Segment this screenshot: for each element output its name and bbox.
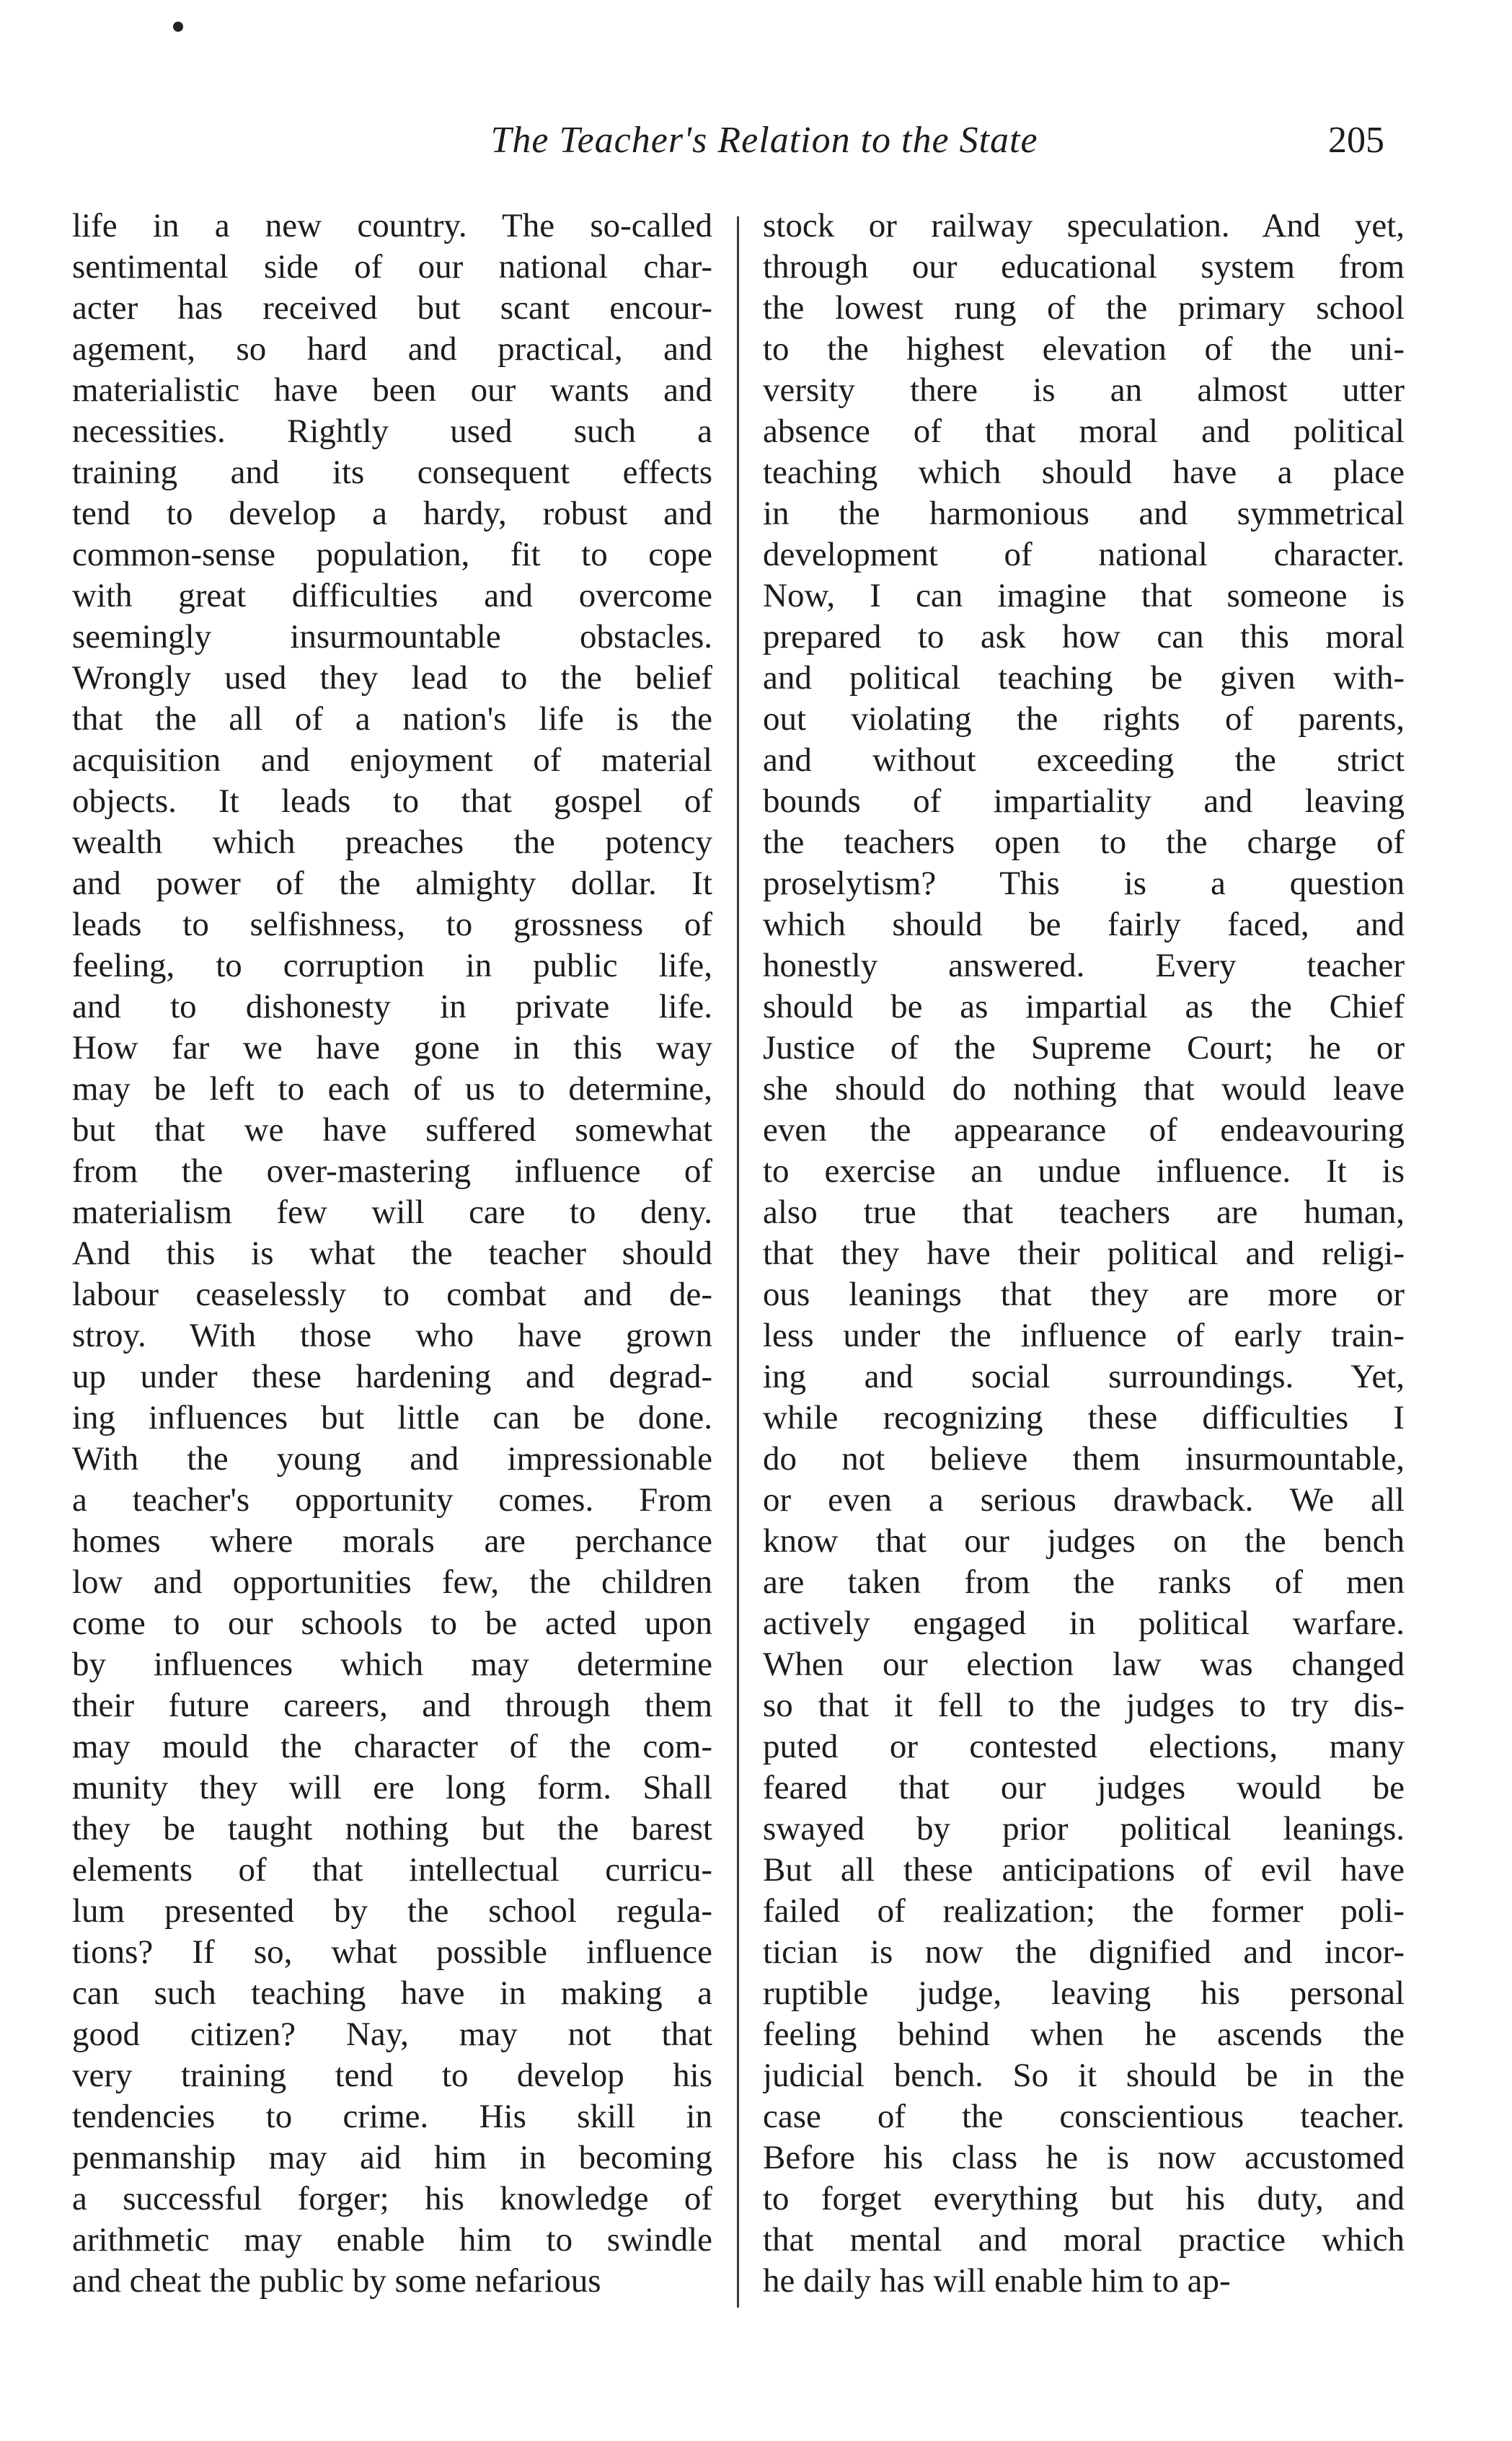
text-line: Justice of the Supreme Court; he or bbox=[763, 1029, 1405, 1067]
text-line: versity there is an almost utter bbox=[763, 371, 1405, 409]
text-line: Before his class he is now accustomed bbox=[763, 2139, 1405, 2176]
text-line: homes where morals are perchance bbox=[72, 1522, 712, 1560]
text-line: can such teaching have in making a bbox=[72, 1974, 712, 2012]
text-line: penmanship may aid him in becoming bbox=[72, 2139, 712, 2176]
column-divider bbox=[737, 216, 739, 2308]
text-line: or even a serious drawback. We all bbox=[763, 1481, 1405, 1519]
text-line: case of the conscientious teacher. bbox=[763, 2098, 1405, 2135]
text-line: may be left to each of us to determine, bbox=[72, 1070, 712, 1108]
text-line: are taken from the ranks of men bbox=[763, 1563, 1405, 1601]
text-line: should be as impartial as the Chief bbox=[763, 988, 1405, 1025]
left-text-column bbox=[72, 206, 712, 2302]
text-line: common-sense population, fit to cope bbox=[72, 536, 712, 573]
text-line: elements of that intellectual curricu- bbox=[72, 1851, 712, 1889]
text-line: lum presented by the school regula- bbox=[72, 1892, 712, 1930]
text-line: up under these hardening and degrad- bbox=[72, 1358, 712, 1395]
text-line: even the appearance of endeavouring bbox=[763, 1111, 1405, 1149]
text-line: proselytism? This is a question bbox=[763, 865, 1405, 902]
text-line: honestly answered. Every teacher bbox=[763, 947, 1405, 984]
text-line: and to dishonesty in private life. bbox=[72, 988, 712, 1025]
text-line: the lowest rung of the primary school bbox=[763, 289, 1405, 327]
text-line: materialistic have been our wants and bbox=[72, 371, 712, 409]
ink-speck bbox=[173, 22, 183, 32]
text-line: less under the influence of early train- bbox=[763, 1317, 1405, 1354]
text-line: development of national character. bbox=[763, 536, 1405, 573]
text-line: tend to develop a hardy, robust and bbox=[72, 495, 712, 532]
text-line: failed of realization; the former poli- bbox=[763, 1892, 1405, 1930]
text-line: she should do nothing that would leave bbox=[763, 1070, 1405, 1108]
text-line: by influences which may determine bbox=[72, 1646, 712, 1683]
text-line: When our election law was changed bbox=[763, 1646, 1405, 1683]
text-line: through our educational system from bbox=[763, 248, 1405, 286]
text-line: sentimental side of our national char- bbox=[72, 248, 712, 286]
text-line: wealth which preaches the potency bbox=[72, 824, 712, 861]
text-line: training and its consequent effects bbox=[72, 454, 712, 491]
text-line: munity they will ere long form. Shall bbox=[72, 1769, 712, 1806]
text-line: stroy. With those who have grown bbox=[72, 1317, 712, 1354]
text-line: a successful forger; his knowledge of bbox=[72, 2180, 712, 2217]
text-line: he daily has will enable him to ap- bbox=[763, 2262, 1231, 2300]
right-text-column bbox=[763, 206, 1405, 2302]
text-line: agement, so hard and practical, and bbox=[72, 330, 712, 368]
text-line: judicial bench. So it should be in the bbox=[763, 2057, 1405, 2094]
text-line: know that our judges on the bench bbox=[763, 1522, 1405, 1560]
running-head-title: The Teacher's Relation to the State bbox=[490, 120, 1038, 161]
text-line: may mould the character of the com- bbox=[72, 1728, 712, 1765]
text-line: Now, I can imagine that someone is bbox=[763, 577, 1405, 614]
text-line: to forget everything but his duty, and bbox=[763, 2180, 1405, 2217]
text-line: and without exceeding the strict bbox=[763, 741, 1405, 779]
text-line: very training tend to develop his bbox=[72, 2057, 712, 2094]
text-line: that the all of a nation's life is the bbox=[72, 700, 712, 738]
text-line: tendencies to crime. His skill in bbox=[72, 2098, 712, 2135]
text-line: seemingly insurmountable obstacles. bbox=[72, 618, 712, 656]
text-line: ing influences but little can be done. bbox=[72, 1399, 712, 1436]
text-line: ruptible judge, leaving his personal bbox=[763, 1974, 1405, 2012]
text-line: ous leanings that they are more or bbox=[763, 1276, 1405, 1313]
text-line: from the over-mastering influence of bbox=[72, 1152, 712, 1190]
text-line: stock or railway speculation. And yet, bbox=[763, 207, 1405, 244]
text-line: they be taught nothing but the barest bbox=[72, 1810, 712, 1848]
text-line: But all these anticipations of evil have bbox=[763, 1851, 1405, 1889]
text-line: also true that teachers are human, bbox=[763, 1193, 1405, 1231]
text-line: life in a new country. The so-called bbox=[72, 207, 712, 244]
text-line: but that we have suffered somewhat bbox=[72, 1111, 712, 1149]
text-line: low and opportunities few, the children bbox=[72, 1563, 712, 1601]
text-line: that mental and moral practice which bbox=[763, 2221, 1405, 2259]
text-line: Wrongly used they lead to the belief bbox=[72, 659, 712, 697]
text-line: necessities. Rightly used such a bbox=[72, 412, 712, 450]
text-line: that they have their political and religi- bbox=[763, 1235, 1405, 1272]
text-line: How far we have gone in this way bbox=[72, 1029, 712, 1067]
text-line: and political teaching be given with- bbox=[763, 659, 1405, 697]
page-number: 205 bbox=[1328, 120, 1384, 161]
text-line: acquisition and enjoyment of material bbox=[72, 741, 712, 779]
text-line: feeling behind when he ascends the bbox=[763, 2016, 1405, 2053]
text-line: leads to selfishness, to grossness of bbox=[72, 906, 712, 943]
text-line: in the harmonious and symmetrical bbox=[763, 495, 1405, 532]
text-line: bounds of impartiality and leaving bbox=[763, 782, 1405, 820]
text-line: so that it fell to the judges to try dis- bbox=[763, 1687, 1405, 1724]
text-line: the teachers open to the charge of bbox=[763, 824, 1405, 861]
text-line: acter has received but scant encour- bbox=[72, 289, 712, 327]
text-line: a teacher's opportunity comes. From bbox=[72, 1481, 712, 1519]
text-line: with great difficulties and overcome bbox=[72, 577, 712, 614]
text-line: And this is what the teacher should bbox=[72, 1235, 712, 1272]
text-line: which should be fairly faced, and bbox=[763, 906, 1405, 943]
text-line: good citizen? Nay, may not that bbox=[72, 2016, 712, 2053]
text-line: to exercise an undue influence. It is bbox=[763, 1152, 1405, 1190]
text-line: labour ceaselessly to combat and de- bbox=[72, 1276, 712, 1313]
text-line: teaching which should have a place bbox=[763, 454, 1405, 491]
text-line: actively engaged in political warfare. bbox=[763, 1604, 1405, 1642]
text-line: and power of the almighty dollar. It bbox=[72, 865, 712, 902]
text-line: objects. It leads to that gospel of bbox=[72, 782, 712, 820]
text-line: and cheat the public by some nefarious bbox=[72, 2262, 601, 2300]
text-line: tions? If so, what possible influence bbox=[72, 1933, 712, 1971]
text-line: absence of that moral and political bbox=[763, 412, 1405, 450]
text-line: tician is now the dignified and incor- bbox=[763, 1933, 1405, 1971]
text-line: to the highest elevation of the uni- bbox=[763, 330, 1405, 368]
text-line: while recognizing these difficulties I bbox=[763, 1399, 1405, 1436]
text-line: swayed by prior political leanings. bbox=[763, 1810, 1405, 1848]
text-line: puted or contested elections, many bbox=[763, 1728, 1405, 1765]
text-line: ing and social surroundings. Yet, bbox=[763, 1358, 1405, 1395]
text-line: out violating the rights of parents, bbox=[763, 700, 1405, 738]
text-line: their future careers, and through them bbox=[72, 1687, 712, 1724]
text-line: With the young and impressionable bbox=[72, 1440, 712, 1478]
text-line: come to our schools to be acted upon bbox=[72, 1604, 712, 1642]
text-line: materialism few will care to deny. bbox=[72, 1193, 712, 1231]
text-line: feeling, to corruption in public life, bbox=[72, 947, 712, 984]
text-line: prepared to ask how can this moral bbox=[763, 618, 1405, 656]
text-line: arithmetic may enable him to swindle bbox=[72, 2221, 712, 2259]
text-line: do not believe them insurmountable, bbox=[763, 1440, 1405, 1478]
text-line: feared that our judges would be bbox=[763, 1769, 1405, 1806]
